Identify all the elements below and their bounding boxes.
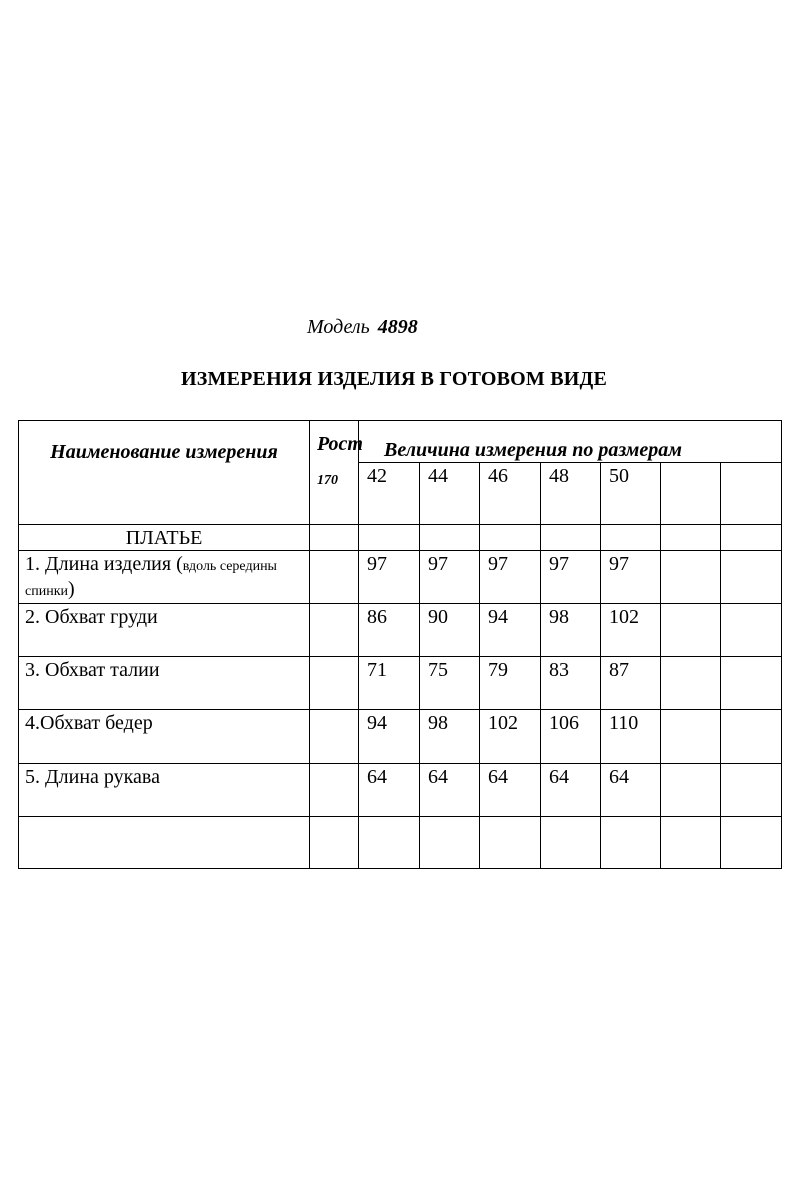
row-name-end: )	[67, 578, 75, 600]
page-title: ИЗМЕРЕНИЯ ИЗДЕЛИЯ В ГОТОВОМ ВИДЕ	[181, 368, 607, 390]
value-cell: 94	[359, 710, 420, 764]
rost-label: Рост	[317, 433, 363, 455]
value-cell: 97	[601, 551, 661, 604]
empty-cell	[310, 817, 359, 869]
header-sizes-label: Величина измерения по размерам	[359, 421, 782, 463]
value-cell: 102	[480, 710, 541, 764]
value-cell: 97	[359, 551, 420, 604]
empty-cell	[721, 764, 782, 817]
value-cell: 64	[601, 764, 661, 817]
table-row	[19, 710, 782, 764]
table-row	[19, 764, 782, 817]
row-name: 3. Обхват талии	[19, 657, 310, 710]
header-rost-cell	[310, 421, 363, 525]
value-cell: 97	[480, 551, 541, 604]
size-header: 50	[601, 463, 661, 525]
empty-cell	[359, 817, 420, 869]
row-name: 2. Обхват груди	[19, 604, 310, 657]
value-cell: 71	[359, 657, 420, 710]
empty-cell	[601, 817, 661, 869]
value-cell: 83	[541, 657, 601, 710]
size-header: 42	[359, 463, 420, 525]
header-row-1	[19, 421, 782, 463]
model-label: Модель	[307, 316, 370, 338]
value-cell: 79	[480, 657, 541, 710]
value-cell: 98	[420, 710, 480, 764]
row-name-note: вдоль середины спинки	[25, 559, 277, 599]
model-number: 4898	[377, 316, 418, 338]
value-cell: 97	[420, 551, 480, 604]
rost-value: 170	[317, 473, 338, 488]
value-cell: 94	[480, 604, 541, 657]
value-cell: 90	[420, 604, 480, 657]
value-cell: 64	[420, 764, 480, 817]
rost-cell	[310, 657, 359, 710]
section-row	[19, 525, 782, 551]
value-cell: 97	[541, 551, 601, 604]
empty-cell	[661, 604, 721, 657]
empty-cell	[721, 817, 782, 869]
empty-cell	[19, 817, 310, 869]
row-name	[19, 551, 310, 604]
row-name: 5. Длина рукава	[19, 764, 310, 817]
measurements-table	[18, 420, 782, 869]
empty-cell	[480, 817, 541, 869]
table-row	[19, 551, 782, 604]
empty-cell	[541, 817, 601, 869]
header-name-cell: Наименование измерения	[19, 421, 310, 525]
empty-cell	[661, 710, 721, 764]
empty-cell	[721, 657, 782, 710]
rost-cell	[310, 551, 359, 604]
empty-cell	[601, 525, 661, 551]
section-title: ПЛАТЬЕ	[19, 525, 310, 551]
empty-cell	[661, 817, 721, 869]
rost-cell	[310, 604, 359, 657]
empty-cell	[661, 657, 721, 710]
rost-cell	[310, 710, 359, 764]
empty-cell	[310, 525, 359, 551]
value-cell: 64	[480, 764, 541, 817]
size-header: 46	[480, 463, 541, 525]
empty-cell	[480, 525, 541, 551]
rost-cell	[310, 764, 359, 817]
size-header: 44	[420, 463, 480, 525]
value-cell: 64	[541, 764, 601, 817]
row-name-text: 1. Длина изделия (	[25, 553, 183, 575]
table-row	[19, 604, 782, 657]
row-name: 4.Обхват бедер	[19, 710, 310, 764]
value-cell: 98	[541, 604, 601, 657]
table-row	[19, 657, 782, 710]
empty-cell	[661, 764, 721, 817]
empty-cell	[420, 525, 480, 551]
value-cell: 64	[359, 764, 420, 817]
empty-cell	[359, 525, 420, 551]
value-cell: 102	[601, 604, 661, 657]
size-header: 48	[541, 463, 601, 525]
empty-cell	[420, 817, 480, 869]
empty-cell	[541, 525, 601, 551]
value-cell: 86	[359, 604, 420, 657]
value-cell: 110	[601, 710, 661, 764]
empty-cell	[721, 525, 782, 551]
empty-cell	[721, 463, 782, 525]
empty-cell	[721, 604, 782, 657]
empty-cell	[721, 710, 782, 764]
empty-row	[19, 817, 782, 869]
empty-cell	[661, 525, 721, 551]
empty-cell	[661, 463, 721, 525]
value-cell: 87	[601, 657, 661, 710]
value-cell: 75	[420, 657, 480, 710]
empty-cell	[661, 551, 721, 604]
model-line	[307, 316, 418, 339]
value-cell: 106	[541, 710, 601, 764]
empty-cell	[721, 551, 782, 604]
